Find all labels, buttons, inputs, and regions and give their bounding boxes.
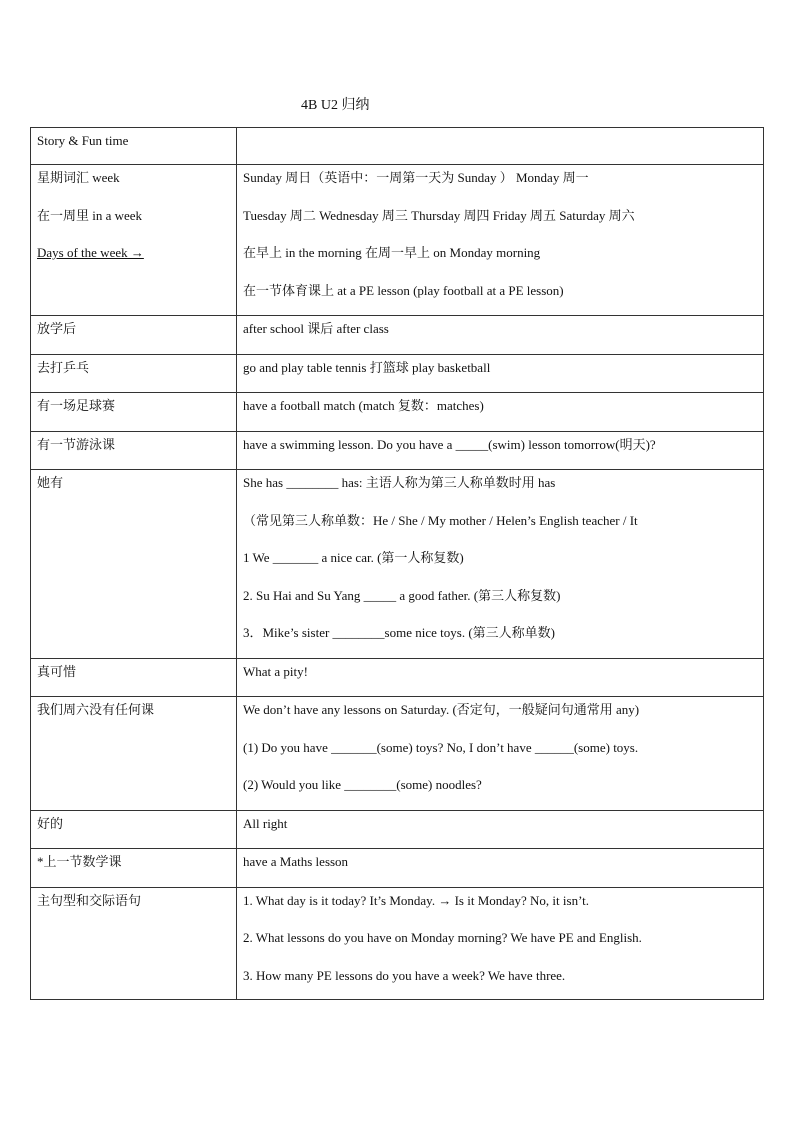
row-topic (31, 470, 237, 659)
topic-text: 星期词汇 week (37, 170, 120, 185)
topic-text: 真可惜 (37, 663, 77, 679)
row-content (237, 393, 764, 432)
row-topic (31, 354, 237, 393)
content-text: 1. What day is it today? It’s Monday. → Is it Monday? No, it isn’t. (243, 892, 590, 908)
row-content (237, 887, 764, 999)
topic-text: 好的 (37, 815, 64, 831)
row-topic (31, 431, 237, 470)
table-row (31, 393, 764, 432)
content-text (243, 128, 757, 164)
topic-text: Story & Fun time (37, 133, 129, 148)
content-text: Tuesday 周二 Wednesday 周三 Thursday 周四 Friday 周五 Saturday 周六 (243, 207, 635, 223)
row-topic (31, 697, 237, 811)
content-text: 在一节体育课上 at a PE lesson (play football at a PE lesson) (243, 282, 564, 298)
row-content (237, 697, 764, 811)
topic-text: *上一节数学课 (37, 854, 122, 869)
content-text: What a pity! (243, 663, 308, 679)
table-row (31, 165, 764, 316)
table-row (31, 354, 764, 393)
content-text: after school 课后 after class (243, 321, 389, 336)
row-content (237, 316, 764, 355)
content-text: have a swimming lesson. Do you have a _____(swim) lesson tomorrow(明天)? (243, 436, 656, 452)
table-row (31, 316, 764, 355)
row-content (237, 431, 764, 470)
page-title: 4B U2 归纳 (301, 98, 370, 113)
content-text: 2. Su Hai and Su Yang _____ a good father. (第三人称复数) (243, 587, 561, 603)
table-row (31, 697, 764, 811)
row-content (237, 658, 764, 697)
content-text: 3. How many PE lessons do you have a week? We have three. (243, 967, 566, 983)
topic-text: 在一周里 in a week (37, 207, 143, 223)
topic-text: 我们周六没有任何课 (37, 702, 155, 717)
row-topic (31, 165, 237, 316)
topic-text: 有一场足球赛 (37, 398, 116, 413)
table-row (31, 470, 764, 659)
topic-text: 去打乒乓 (37, 359, 90, 375)
row-topic (31, 810, 237, 849)
row-topic (31, 393, 237, 432)
topic-text: 放学后 (37, 321, 77, 336)
table-row (31, 431, 764, 470)
content-text: She has ________ has: 主语人称为第三人称单数时用 has (243, 475, 556, 490)
row-topic (31, 849, 237, 888)
content-text: 3．Mike’s sister ________some nice toys. (第三人称单数) (243, 625, 555, 640)
content-text: have a Maths lesson (243, 854, 349, 869)
row-content (237, 165, 764, 316)
content-text: go and play table tennis 打篮球 play basketball (243, 359, 491, 375)
content-text: (1) Do you have _______(some) toys? No, I don’t have ______(some) toys. (243, 739, 639, 755)
content-text: （常见第三人称单数：He / She / My mother / Helen’s English teacher / It (243, 512, 638, 528)
row-topic (31, 887, 237, 999)
row-content (237, 470, 764, 659)
content-text: 1 We _______ a nice car. (第一人称复数) (243, 550, 464, 565)
row-topic (31, 128, 237, 165)
table-row (31, 810, 764, 849)
row-content (237, 810, 764, 849)
row-content (237, 128, 764, 165)
topic-text: 主句型和交际语句 (37, 892, 142, 908)
row-topic (31, 658, 237, 697)
topic-text: 她有 (37, 475, 64, 490)
content-text: 在早上 in the morning 在周一早上 on Monday morning (243, 245, 541, 260)
table-row (31, 128, 764, 165)
table-row (31, 887, 764, 999)
content-text: All right (243, 815, 288, 831)
table-row (31, 658, 764, 697)
row-content (237, 849, 764, 888)
topic-text-underlined: Days of the week → (37, 245, 144, 260)
topic-text: 有一节游泳课 (37, 436, 116, 452)
summary-table (30, 127, 764, 1000)
row-topic (31, 316, 237, 355)
content-text: 2. What lessons do you have on Monday morning? We have PE and English. (243, 930, 642, 945)
table-row (31, 849, 764, 888)
row-content (237, 354, 764, 393)
content-text: We don’t have any lessons on Saturday. (否定句，一般疑问句通常用 any) (243, 702, 640, 717)
content-text: (2) Would you like ________(some) noodles? (243, 777, 482, 792)
content-text: have a football match (match 复数：matches) (243, 398, 484, 413)
content-text: Sunday 周日（英语中：一周第一天为 Sunday ） Monday 周一 (243, 170, 589, 185)
